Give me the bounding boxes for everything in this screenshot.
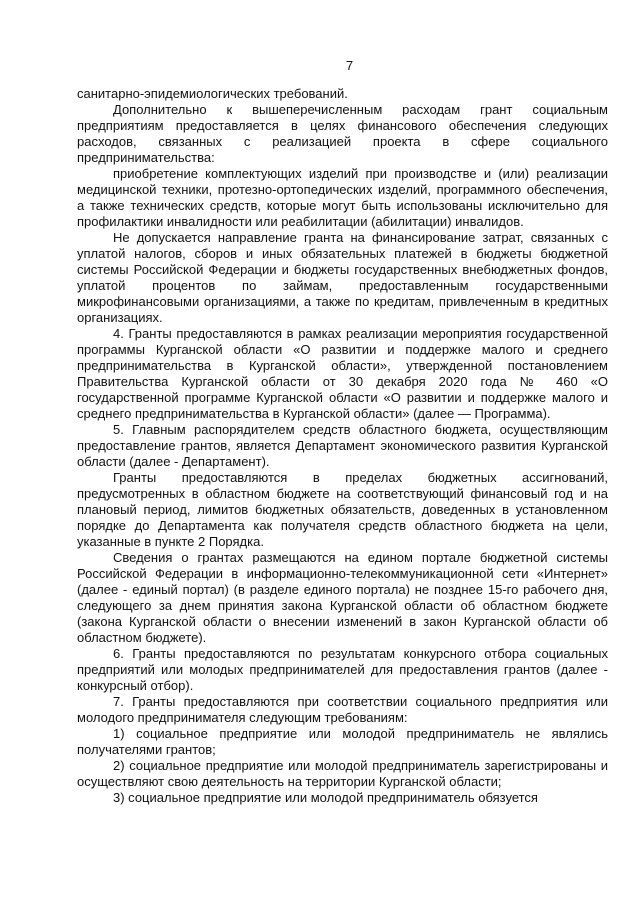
- paragraph-10: 7. Гранты предоставляются при соответствии социального предприятия или молодого предпринимателя следующим требованиям:: [77, 694, 608, 725]
- paragraph-7: Гранты предоставляются в пределах бюджетных ассигнований, предусмотренных в областном бюджете на соответствующий финансовый год и на плановый период, лимитов бюджетных обязательств, доведенных в установленном порядке до Департамента как получателя средств областного бюджета на цели, указанные в пункте 2 Порядка.: [77, 470, 608, 549]
- paragraph-12: 2) социальное предприятие или молодой предприниматель зарегистрированы и осуществляют свою деятельность на территории Курганской области;: [77, 758, 608, 789]
- paragraph-11: 1) социальное предприятие или молодой предприниматель не являлись получателями грантов;: [77, 726, 608, 757]
- paragraph-5: 4. Гранты предоставляются в рамках реализации мероприятия государственной программы Курганской области «О развитии и поддержке малого и среднего предпринимательства в Курганской области», утвержденной постановлением Правительства Курганской области от 30 декабря 2020 года № 460 «О государственной программе Курганской области «О развитии и поддержке малого и среднего предпринимательства в Курганской области» (далее — Программа).: [77, 326, 608, 421]
- document-page: [77, 58, 608, 902]
- paragraph-13: 3) социальное предприятие или молодой предприниматель обязуется: [113, 790, 538, 805]
- paragraph-3: приобретение комплектующих изделий при производстве и (или) реализации медицинской техники, протезно-ортопедических изделий, программного обеспечения, а также технических средств, которые могут быть использованы исключительно для профилактики инвалидности или реабилитации (абилитации) инвалидов.: [77, 166, 608, 229]
- page-number: 7: [345, 58, 354, 73]
- paragraph-4: Не допускается направление гранта на финансирование затрат, связанных с уплатой налогов, сборов и иных обязательных платежей в бюджеты бюджетной системы Российской Федерации и бюджеты государственных внебюджетных фондов, уплатой процентов по займам, предоставленным государственными микрофинансовыми организациями, а также по кредитам, привлеченным в кредитных организациях.: [77, 230, 608, 325]
- paragraph-8: Сведения о грантах размещаются на едином портале бюджетной системы Российской Федерации в информационно-телекоммуникационной сети «Интернет» (далее - единый портал) (в разделе единого портала) не позднее 15-го рабочего дня, следующего за днем принятия закона Курганской области об областном бюджете (закона Курганской области о внесении изменений в закон Курганской области об областном бюджете).: [77, 550, 608, 645]
- paragraph-1: санитарно-эпидемиологических требований.: [77, 86, 348, 101]
- paragraph-9: 6. Гранты предоставляются по результатам конкурсного отбора социальных предприятий или молодых предпринимателей для предоставления грантов (далее - конкурсный отбор).: [77, 646, 608, 693]
- paragraph-6: 5. Главным распорядителем средств областного бюджета, осуществляющим предоставление грантов, является Департамент экономического развития Курганской области (далее - Департамент).: [77, 422, 608, 469]
- paragraph-2: Дополнительно к вышеперечисленным расходам грант социальным предприятиям предоставляется в целях финансового обеспечения следующих расходов, связанных с реализацией проекта в сфере социального предпринимательства:: [77, 102, 608, 165]
